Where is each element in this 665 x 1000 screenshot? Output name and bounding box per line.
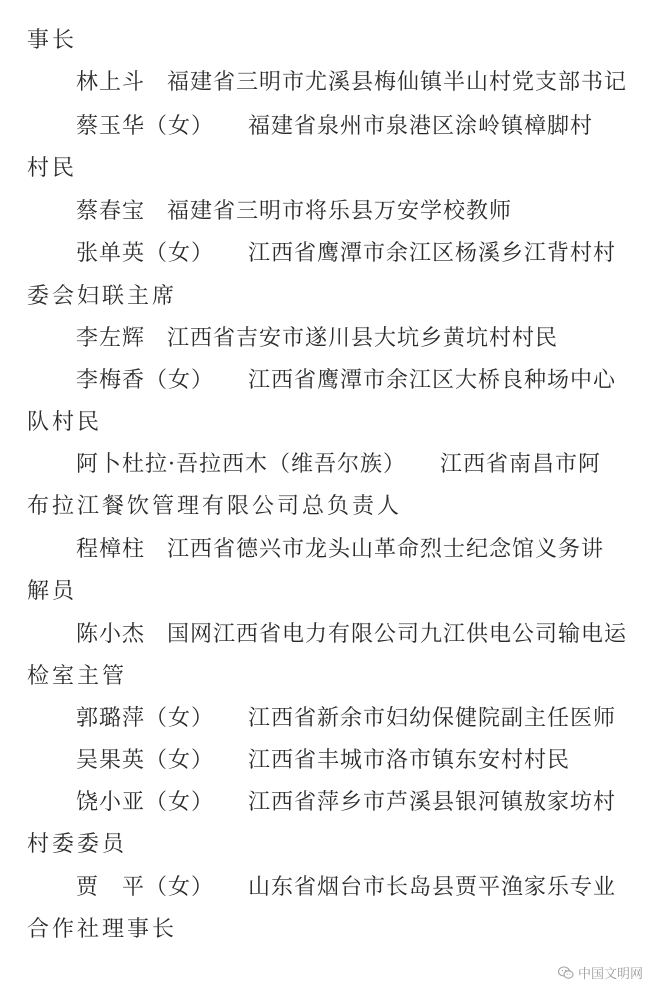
honoree-description: 江西省鹰潭市余江区杨溪乡江背村村: [248, 241, 617, 266]
honoree-description: 江西省南昌市阿: [440, 452, 602, 477]
continuation-line: 检室主管: [27, 664, 128, 689]
watermark-text: 中国文明网: [577, 967, 643, 982]
honoree-name: 郭璐萍（女）: [76, 706, 215, 731]
honoree-description: 福建省泉州市泉港区涂岭镇樟脚村: [248, 114, 594, 139]
honoree-name: 蔡玉华（女）: [76, 114, 215, 139]
honoree-description: 江西省德兴市龙头山革命烈士纪念馆义务讲: [167, 537, 605, 562]
continuation-line: 合作社理事长: [27, 917, 178, 942]
honoree-name: 李左辉: [76, 326, 146, 351]
honoree-entry: [76, 368, 616, 394]
honoree-name: 饶小亚（女）: [76, 790, 215, 815]
honoree-entry: [76, 199, 512, 225]
continuation-line: 村委委员: [27, 832, 128, 857]
honoree-name: 程樟柱: [76, 537, 146, 562]
honoree-description: 江西省吉安市遂川县大坑乡黄坑村村民: [167, 326, 559, 351]
continuation-line: 事长: [27, 28, 78, 53]
honoree-name: 张单英（女）: [76, 241, 215, 266]
honoree-name: 林上斗: [76, 70, 146, 95]
honoree-entry: [76, 875, 616, 901]
honoree-description: 江西省萍乡市芦溪县银河镇敖家坊村: [248, 790, 617, 815]
honoree-entry: [76, 114, 593, 140]
honoree-name: 蔡春宝: [76, 199, 146, 224]
honoree-description: 国网江西省电力有限公司九江供电公司输电运: [167, 622, 628, 647]
honoree-description: 江西省丰城市洛市镇东安村村民: [248, 748, 571, 773]
honoree-description: 江西省新余市妇幼保健院副主任医师: [248, 706, 617, 731]
continuation-line: 布拉江餐饮管理有限公司总负责人: [27, 494, 403, 519]
honoree-entry: [76, 241, 616, 267]
honoree-description: 山东省烟台市长岛县贾平渔家乐专业: [248, 875, 617, 900]
honoree-entry: [76, 326, 558, 352]
continuation-line: 解员: [27, 579, 78, 604]
wechat-icon: [558, 966, 574, 980]
continuation-line: 队村民: [27, 410, 103, 435]
honoree-entry: [76, 706, 616, 732]
honoree-entry: [76, 622, 627, 648]
continuation-line: 村民: [27, 156, 78, 181]
honoree-entry: [76, 537, 604, 563]
honoree-entry: [76, 790, 616, 816]
honoree-description: 福建省三明市将乐县万安学校教师: [167, 199, 513, 224]
honoree-name: 李梅香（女）: [76, 368, 215, 393]
honoree-description: 江西省鹰潭市余江区大桥良种场中心: [248, 368, 617, 393]
honoree-name: 吴果英（女）: [76, 748, 215, 773]
honoree-name: 阿卜杜拉·吾拉西木（维吾尔族）: [76, 452, 406, 477]
watermark: [558, 963, 643, 982]
honoree-name: 陈小杰: [76, 622, 146, 647]
honoree-description: 福建省三明市尤溪县梅仙镇半山村党支部书记: [167, 70, 628, 95]
honoree-entry: [76, 452, 601, 478]
honoree-entry: [76, 748, 570, 774]
honoree-entry: [76, 70, 627, 96]
continuation-line: 委会妇联主席: [27, 284, 178, 309]
honoree-name: 贾 平（女）: [76, 875, 215, 900]
